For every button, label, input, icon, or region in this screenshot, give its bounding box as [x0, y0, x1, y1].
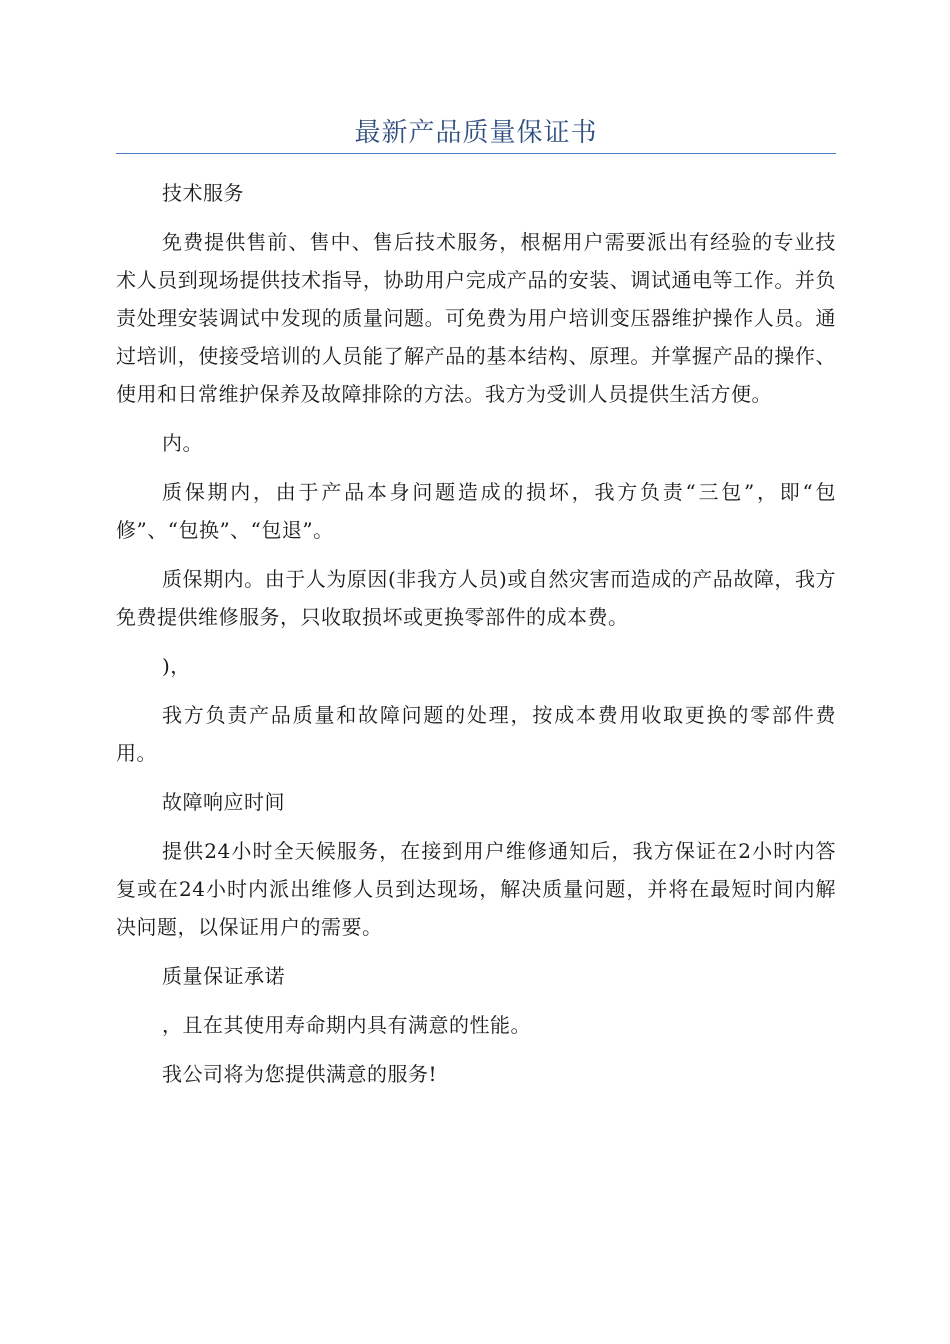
paragraph-fragment-paren: )，	[162, 654, 191, 678]
section-heading-response-time: 故障响应时间	[162, 790, 285, 814]
section-heading-quality-commitment: 质量保证承诺	[162, 964, 285, 988]
title-underline	[116, 153, 836, 154]
paragraph-response-time: 提供24小时全天候服务，在接到用户维修通知后，我方保证在2小时内答复或在24小时内派出维修人员到达现场，解决质量问题，并将在最短时间内解决问题，以保证用户的需要。	[116, 839, 836, 939]
paragraph-technical-service: 免费提供售前、售中、售后技术服务，根椐用户需要派出有经验的专业技术人员到现场提供技术指导，协助用户完成产品的安装、调试通电等工作。并负责处理安装调试中发现的质量问题。可免费为用户培训变压器维护操作人员。通过培训，使接受培训的人员能了解产品的基本结构、原理。并掌握产品的操作、使用和日常维护保养及故障排除的方法。我方为受训人员提供生活方便。	[116, 230, 836, 406]
section-heading-technical-service: 技术服务	[162, 181, 244, 205]
paragraph-fragment-inside: 内。	[162, 431, 203, 455]
document-body	[116, 174, 836, 1104]
paragraph-closing: 我公司将为您提供满意的服务!	[162, 1062, 438, 1086]
paragraph-three-guarantees: 质保期内，由于产品本身问题造成的损坏，我方负责“三包”，即“包修”、“包换”、“包退”。	[116, 480, 836, 542]
document-title: 最新产品质量保证书	[354, 118, 598, 148]
paragraph-cost-handling: 我方负责产品质量和故障问题的处理，按成本费用收取更换的零部件费用。	[116, 703, 836, 765]
paragraph-human-cause: 质保期内。由于人为原因(非我方人员)或自然灾害而造成的产品故障，我方免费提供维修服务，只收取损坏或更换零部件的成本费。	[116, 567, 836, 629]
paragraph-performance: ，且在其使用寿命期内具有满意的性能。	[162, 1013, 531, 1037]
